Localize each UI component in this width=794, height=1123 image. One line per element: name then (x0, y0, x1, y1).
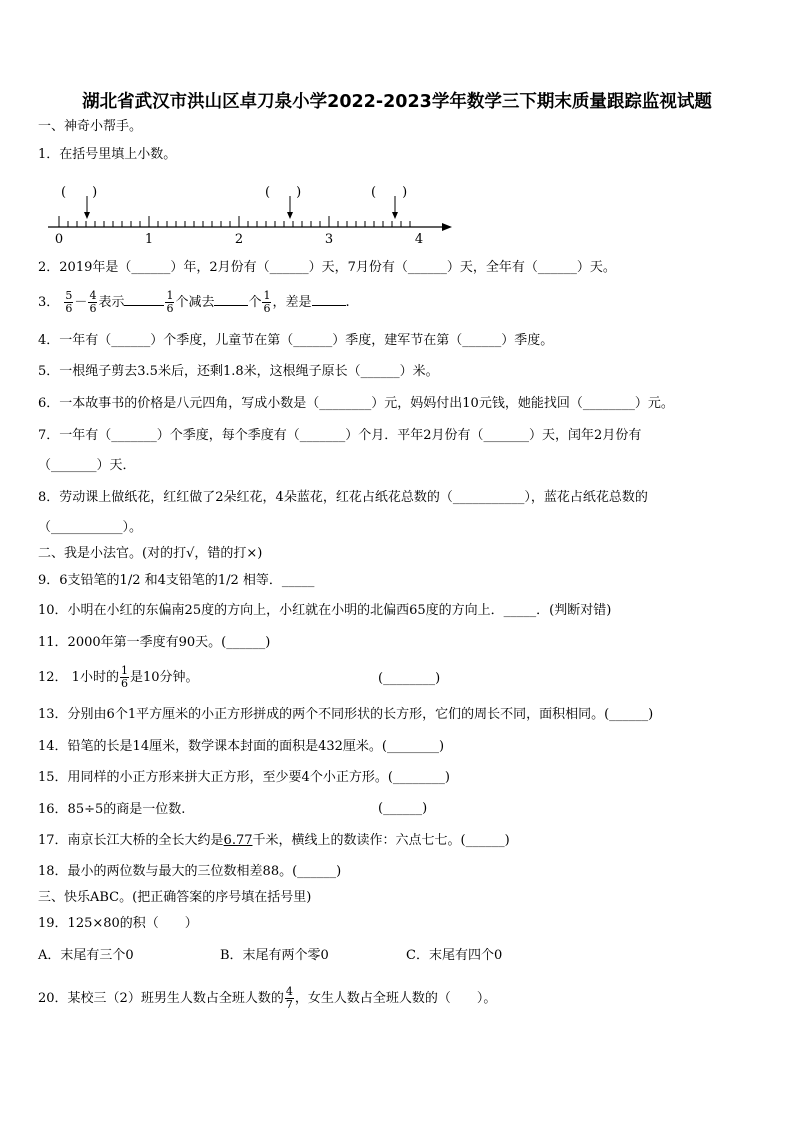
down-arrow-1 (84, 196, 90, 219)
answer-paren-3: ( ) (371, 185, 408, 200)
question-15: 15．用同样的小正方形来拼大正方形，至少要4个小正方形。(________) (38, 770, 450, 785)
question-16: 16．85÷5的商是一位数. (38, 802, 186, 817)
down-arrow-2 (287, 196, 293, 219)
answer-paren-1: ( ) (61, 185, 98, 200)
question-6: 6．一本故事书的价格是八元四角，写成小数是（________）元，妈妈付出10元钱，她能找回（________）元。 (38, 396, 674, 411)
question-19: 19．125×80的积（ ） (38, 916, 198, 931)
question-3: 3． $\frac{5}{6}$ － $\frac{4}{6}$ 表示 $\frac{1}{6}$ 个减去 个 $\frac{1}{6}$ ，差是 . (38, 289, 350, 315)
fraction-1-6: $\frac{1}{6}$ (166, 289, 174, 315)
option-c: C．末尾有四个0 (406, 948, 503, 963)
fraction-1-6: $\frac{1}{6}$ (263, 289, 271, 315)
section-2-heading: 二、我是小法官。(对的打√，错的打×) (38, 546, 263, 561)
question-5: 5．一根绳子剪去3.5米后，还剩1.8米，这根绳子原长（______）米。 (38, 364, 439, 379)
number-line-label: 3 (324, 232, 334, 247)
option-b: B．末尾有两个零0 (220, 948, 329, 963)
question-7-cont: （_______）天． (38, 458, 136, 473)
question-13: 13．分别由6个1平方厘米的小正方形拼成的两个不同形状的长方形，它们的周长不同，面积相同。(______) (38, 707, 654, 722)
question-2: 2．2019年是（______）年，2月份有（______）天，7月份有（______）天，全年有（______）天。 (38, 260, 616, 275)
section-3-heading: 三、快乐ABC。(把正确答案的序号填在括号里) (38, 890, 312, 905)
question-17: 17．南京长江大桥的全长大约是6.77千米，横线上的数读作：六点七七。(______) (38, 833, 510, 848)
page-title: 湖北省武汉市洪山区卓刀泉小学2022-2023学年数学三下期末质量跟踪监视试题 (82, 92, 712, 112)
fraction-5-6: $\frac{5}{6}$ (65, 289, 73, 315)
number-line-label: 0 (54, 232, 64, 247)
fraction-4-6: $\frac{4}{6}$ (89, 289, 97, 315)
question-11: 11．2000年第一季度有90天。(______) (38, 635, 271, 650)
number-line-label: 1 (144, 232, 154, 247)
question-12: 12． 1小时的 $\frac{1}{6}$ 是10分钟。 (38, 664, 199, 690)
number-line (40, 178, 460, 248)
question-10: 10．小明在小红的东偏南25度的方向上，小红就在小明的北偏西65度的方向上．_____．(判断对错) (38, 603, 612, 618)
answer-blank (214, 293, 248, 306)
question-9: 9．6支铅笔的1/2 和4支铅笔的1/2 相等．_____ (38, 573, 315, 588)
question-1: 1．在括号里填上小数。 (38, 147, 177, 162)
answer-blank (312, 293, 346, 306)
number-line-arrow (442, 223, 452, 231)
fraction-1-6: $\frac{1}{6}$ (120, 664, 128, 690)
question-8-cont: （___________）。 (38, 520, 143, 535)
question-8: 8．劳动课上做纸花，红红做了2朵红花，4朵蓝花，红花占纸花总数的（___________），蓝花占纸花总数的 (38, 490, 648, 505)
answer-blank (124, 293, 164, 306)
number-line-label: 4 (414, 232, 424, 247)
underlined-number: 6.77 (223, 833, 253, 848)
down-arrow-3 (392, 196, 398, 219)
answer-paren: (______) (378, 801, 428, 816)
answer-paren: (________) (378, 671, 441, 686)
question-20: 20．某校三（2）班男生人数占全班人数的 $\frac{4}{7}$ ，女生人数占全班人数的（ ）。 (38, 985, 497, 1011)
fraction-4-7: $\frac{4}{7}$ (285, 985, 293, 1011)
question-14: 14．铅笔的长是14厘米，数学课本封面的面积是432厘米。(________) (38, 739, 445, 754)
question-4: 4．一年有（______）个季度，儿童节在第（______）季度，建军节在第（______）季度。 (38, 333, 554, 348)
question-18: 18．最小的两位数与最大的三位数相差88。(______) (38, 864, 342, 879)
answer-paren-2: ( ) (265, 185, 302, 200)
question-7: 7．一年有（_______）个季度，每个季度有（_______）个月．平年2月份有（_______）天，闰年2月份有 (38, 428, 642, 443)
section-1-heading: 一、神奇小帮手。 (38, 119, 143, 134)
option-a: A．末尾有三个0 (38, 948, 134, 963)
number-line-label: 2 (234, 232, 244, 247)
